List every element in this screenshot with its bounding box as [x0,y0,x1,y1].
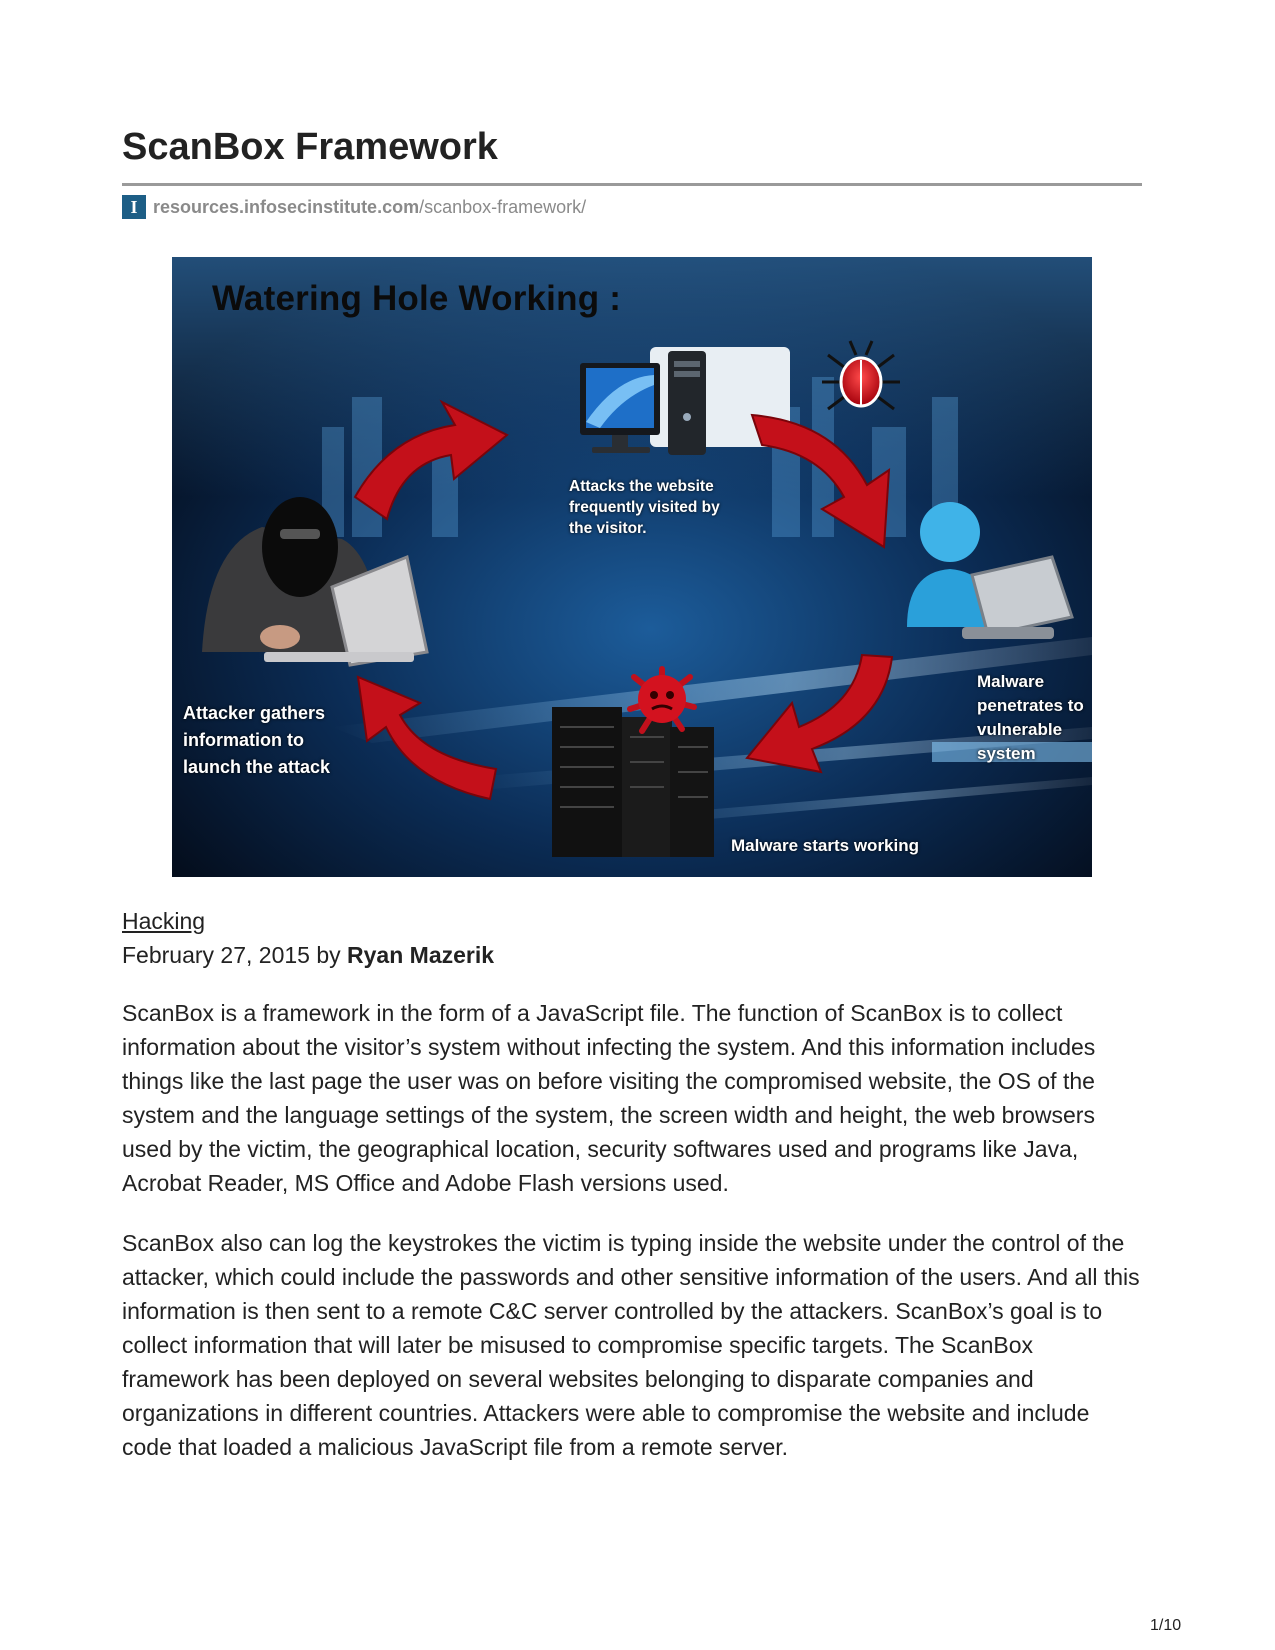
source-path: /scanbox-framework/ [419,196,587,217]
server-rack-icon [552,707,714,857]
title-divider [122,183,1142,186]
body-paragraph: ScanBox is a framework in the form of a JavaScript file. The function of ScanBox is to collect information about the visitor’s system without infecting the system. And this information includes things like the last page the user was on before visiting the compromised website, the OS of the system and the language settings of the system, the screen width and height, the web browsers used by the victim, the geographical location, security softwares used and programs like Java, Acrobat Reader, MS Office and Adobe Flash versions used. [122,1000,1096,1196]
caption-attacks-website: Attacks the website frequently visited by the visitor. [569,478,720,537]
site-logo-icon: I [122,195,146,219]
watering-hole-figure [172,257,1092,877]
caption-attacker-gathers: Attacker gathers information to launch the attack [183,703,331,777]
caption-malware-working: Malware starts working [731,836,920,855]
byline [122,938,494,972]
caption-malware-penetrates: Malware penetrates to vulnerable system [977,672,1084,763]
author-name: Ryan Mazerik [347,942,495,968]
page-indicator: 1/10 [1150,1617,1182,1634]
byline-by: by [309,942,348,968]
body-paragraph: ScanBox also can log the keystrokes the victim is typing inside the website under the control of the attacker, which could include the passwords and other sensitive information of the users. And all this information is then sent to a remote C&C server controlled by the attackers. ScanBox’s goal is to collect information that will later be misused to compromise specific targets. The ScanBox framework has been deployed on several websites belonging to disparate companies and organizations in different countries. Attackers were able to compromise the website and include code that loaded a malicious JavaScript file from a remote server. [122,1230,1140,1460]
publish-date: February 27, 2015 [122,942,310,968]
article-meta [122,904,494,972]
page-title: ScanBox Framework [122,126,498,168]
source-link[interactable] [122,194,586,220]
figure-heading: Watering Hole Working : [212,279,622,318]
category-link[interactable]: Hacking [122,908,206,934]
figure-illustration [172,257,1092,877]
source-domain: resources.infosecinstitute.com [153,196,420,217]
